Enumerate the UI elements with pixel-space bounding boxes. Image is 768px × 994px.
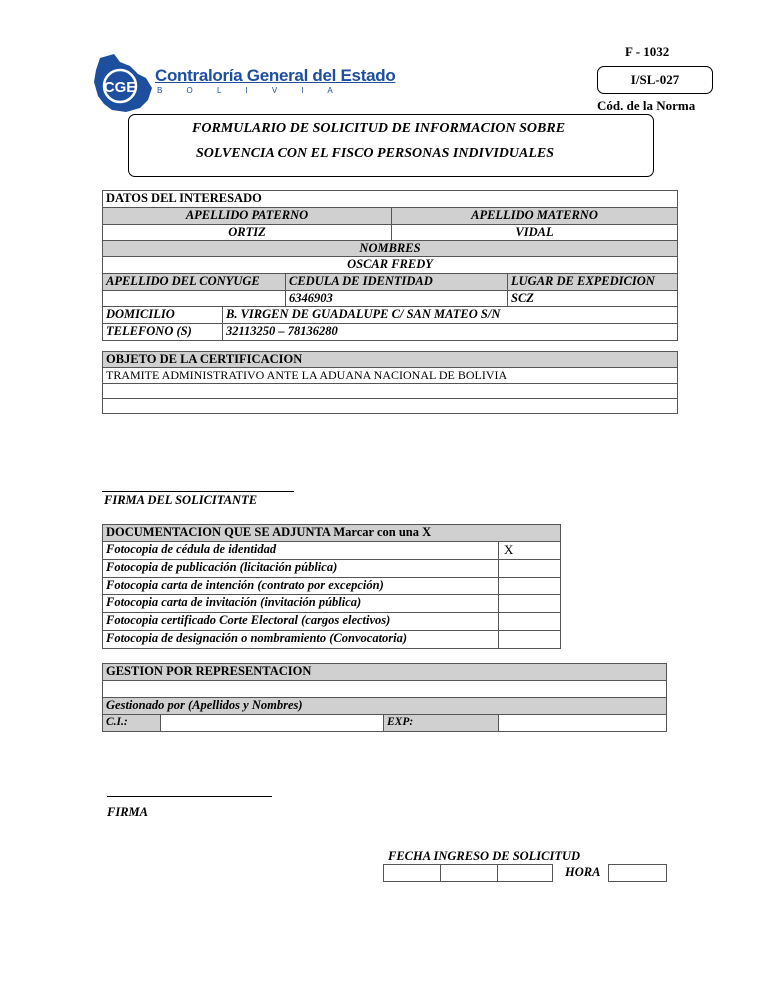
apellido-paterno-label: APELLIDO PATERNO <box>102 207 392 225</box>
objeto-line[interactable] <box>102 383 678 399</box>
conyuge-label: APELLIDO DEL CONYUGE <box>102 273 286 291</box>
signature-line <box>107 796 272 797</box>
telefono-field[interactable]: 32113250 – 78136280 <box>222 323 678 341</box>
firma-label: FIRMA <box>107 805 148 819</box>
cedula-field[interactable]: 6346903 <box>285 290 508 307</box>
firma-solicitante-label: FIRMA DEL SOLICITANTE <box>104 493 258 507</box>
document-item-label: Fotocopia de designación o nombramiento (Convocatoria) <box>102 630 499 649</box>
nombres-label: NOMBRES <box>102 240 678 257</box>
hora-label: HORA <box>565 865 601 879</box>
document-item-checkbox[interactable]: X <box>498 541 561 560</box>
objeto-line[interactable]: TRAMITE ADMINISTRATIVO ANTE LA ADUANA NACIONAL DE BOLIVIA <box>102 367 678 384</box>
logo-country: B O L I V I A <box>157 86 333 95</box>
ci-label: C.I.: <box>102 714 161 732</box>
fecha-ingreso-label: FECHA INGRESO DE SOLICITUD <box>388 849 581 863</box>
norm-code-box: I/SL-027 <box>597 66 713 94</box>
exp-label: EXP: <box>383 714 499 732</box>
svg-text:CGE: CGE <box>103 79 137 96</box>
telefono-label: TELEFONO (S) <box>102 323 223 341</box>
document-item-label: Fotocopia certificado Corte Electoral (cargos electivos) <box>102 612 499 631</box>
objeto-line[interactable] <box>102 398 678 414</box>
apellido-paterno-field[interactable]: ORTIZ <box>102 224 392 241</box>
gestionado-por-label: Gestionado por (Apellidos y Nombres) <box>102 697 667 715</box>
document-item-checkbox[interactable] <box>498 612 561 631</box>
logo-name: Contraloría General del Estado <box>155 66 396 85</box>
domicilio-label: DOMICILIO <box>102 306 223 324</box>
document-item-checkbox[interactable] <box>498 594 561 613</box>
document-item-checkbox[interactable] <box>498 630 561 649</box>
document-item-label: Fotocopia de cédula de identidad <box>102 541 499 560</box>
apellido-materno-field[interactable]: VIDAL <box>391 224 678 241</box>
section-representacion: GESTION POR REPRESENTACION <box>102 663 667 681</box>
nombres-field[interactable]: OSCAR FREDY <box>102 256 678 274</box>
fecha-month-field[interactable] <box>440 864 498 882</box>
signature-line <box>102 491 294 492</box>
document-item-label: Fotocopia carta de intención (contrato por excepción) <box>102 577 499 596</box>
fecha-year-field[interactable] <box>497 864 553 882</box>
section-documentacion: DOCUMENTACION QUE SE ADJUNTA Marcar con una X <box>102 524 561 542</box>
domicilio-field[interactable]: B. VIRGEN DE GUADALUPE C/ SAN MATEO S/N <box>222 306 678 324</box>
document-item-label: Fotocopia carta de invitación (invitación pública) <box>102 594 499 613</box>
document-item-label: Fotocopia de publicación (licitación pública) <box>102 559 499 578</box>
title-line-1: FORMULARIO DE SOLICITUD DE INFORMACION SOBRE <box>192 121 566 136</box>
representacion-blank-field[interactable] <box>102 680 667 698</box>
exp-field[interactable] <box>498 714 667 732</box>
cedula-label: CEDULA DE IDENTIDAD <box>285 273 508 291</box>
lugar-expedicion-label: LUGAR DE EXPEDICION <box>507 273 678 291</box>
title-line-2: SOLVENCIA CON EL FISCO PERSONAS INDIVIDUALES <box>196 146 555 161</box>
ci-field[interactable] <box>160 714 384 732</box>
section-datos-interesado: DATOS DEL INTERESADO <box>102 190 678 208</box>
hora-field[interactable] <box>608 864 667 882</box>
bolivia-map-logo-icon <box>90 52 154 114</box>
section-objeto: OBJETO DE LA CERTIFICACION <box>102 351 678 368</box>
lugar-expedicion-field[interactable]: SCZ <box>507 290 678 307</box>
form-code: F - 1032 <box>625 44 670 59</box>
fecha-day-field[interactable] <box>383 864 441 882</box>
conyuge-field[interactable] <box>102 290 286 307</box>
apellido-materno-label: APELLIDO MATERNO <box>391 207 678 225</box>
norm-label: Cód. de la Norma <box>597 98 696 113</box>
document-item-checkbox[interactable] <box>498 559 561 578</box>
document-item-checkbox[interactable] <box>498 577 561 596</box>
